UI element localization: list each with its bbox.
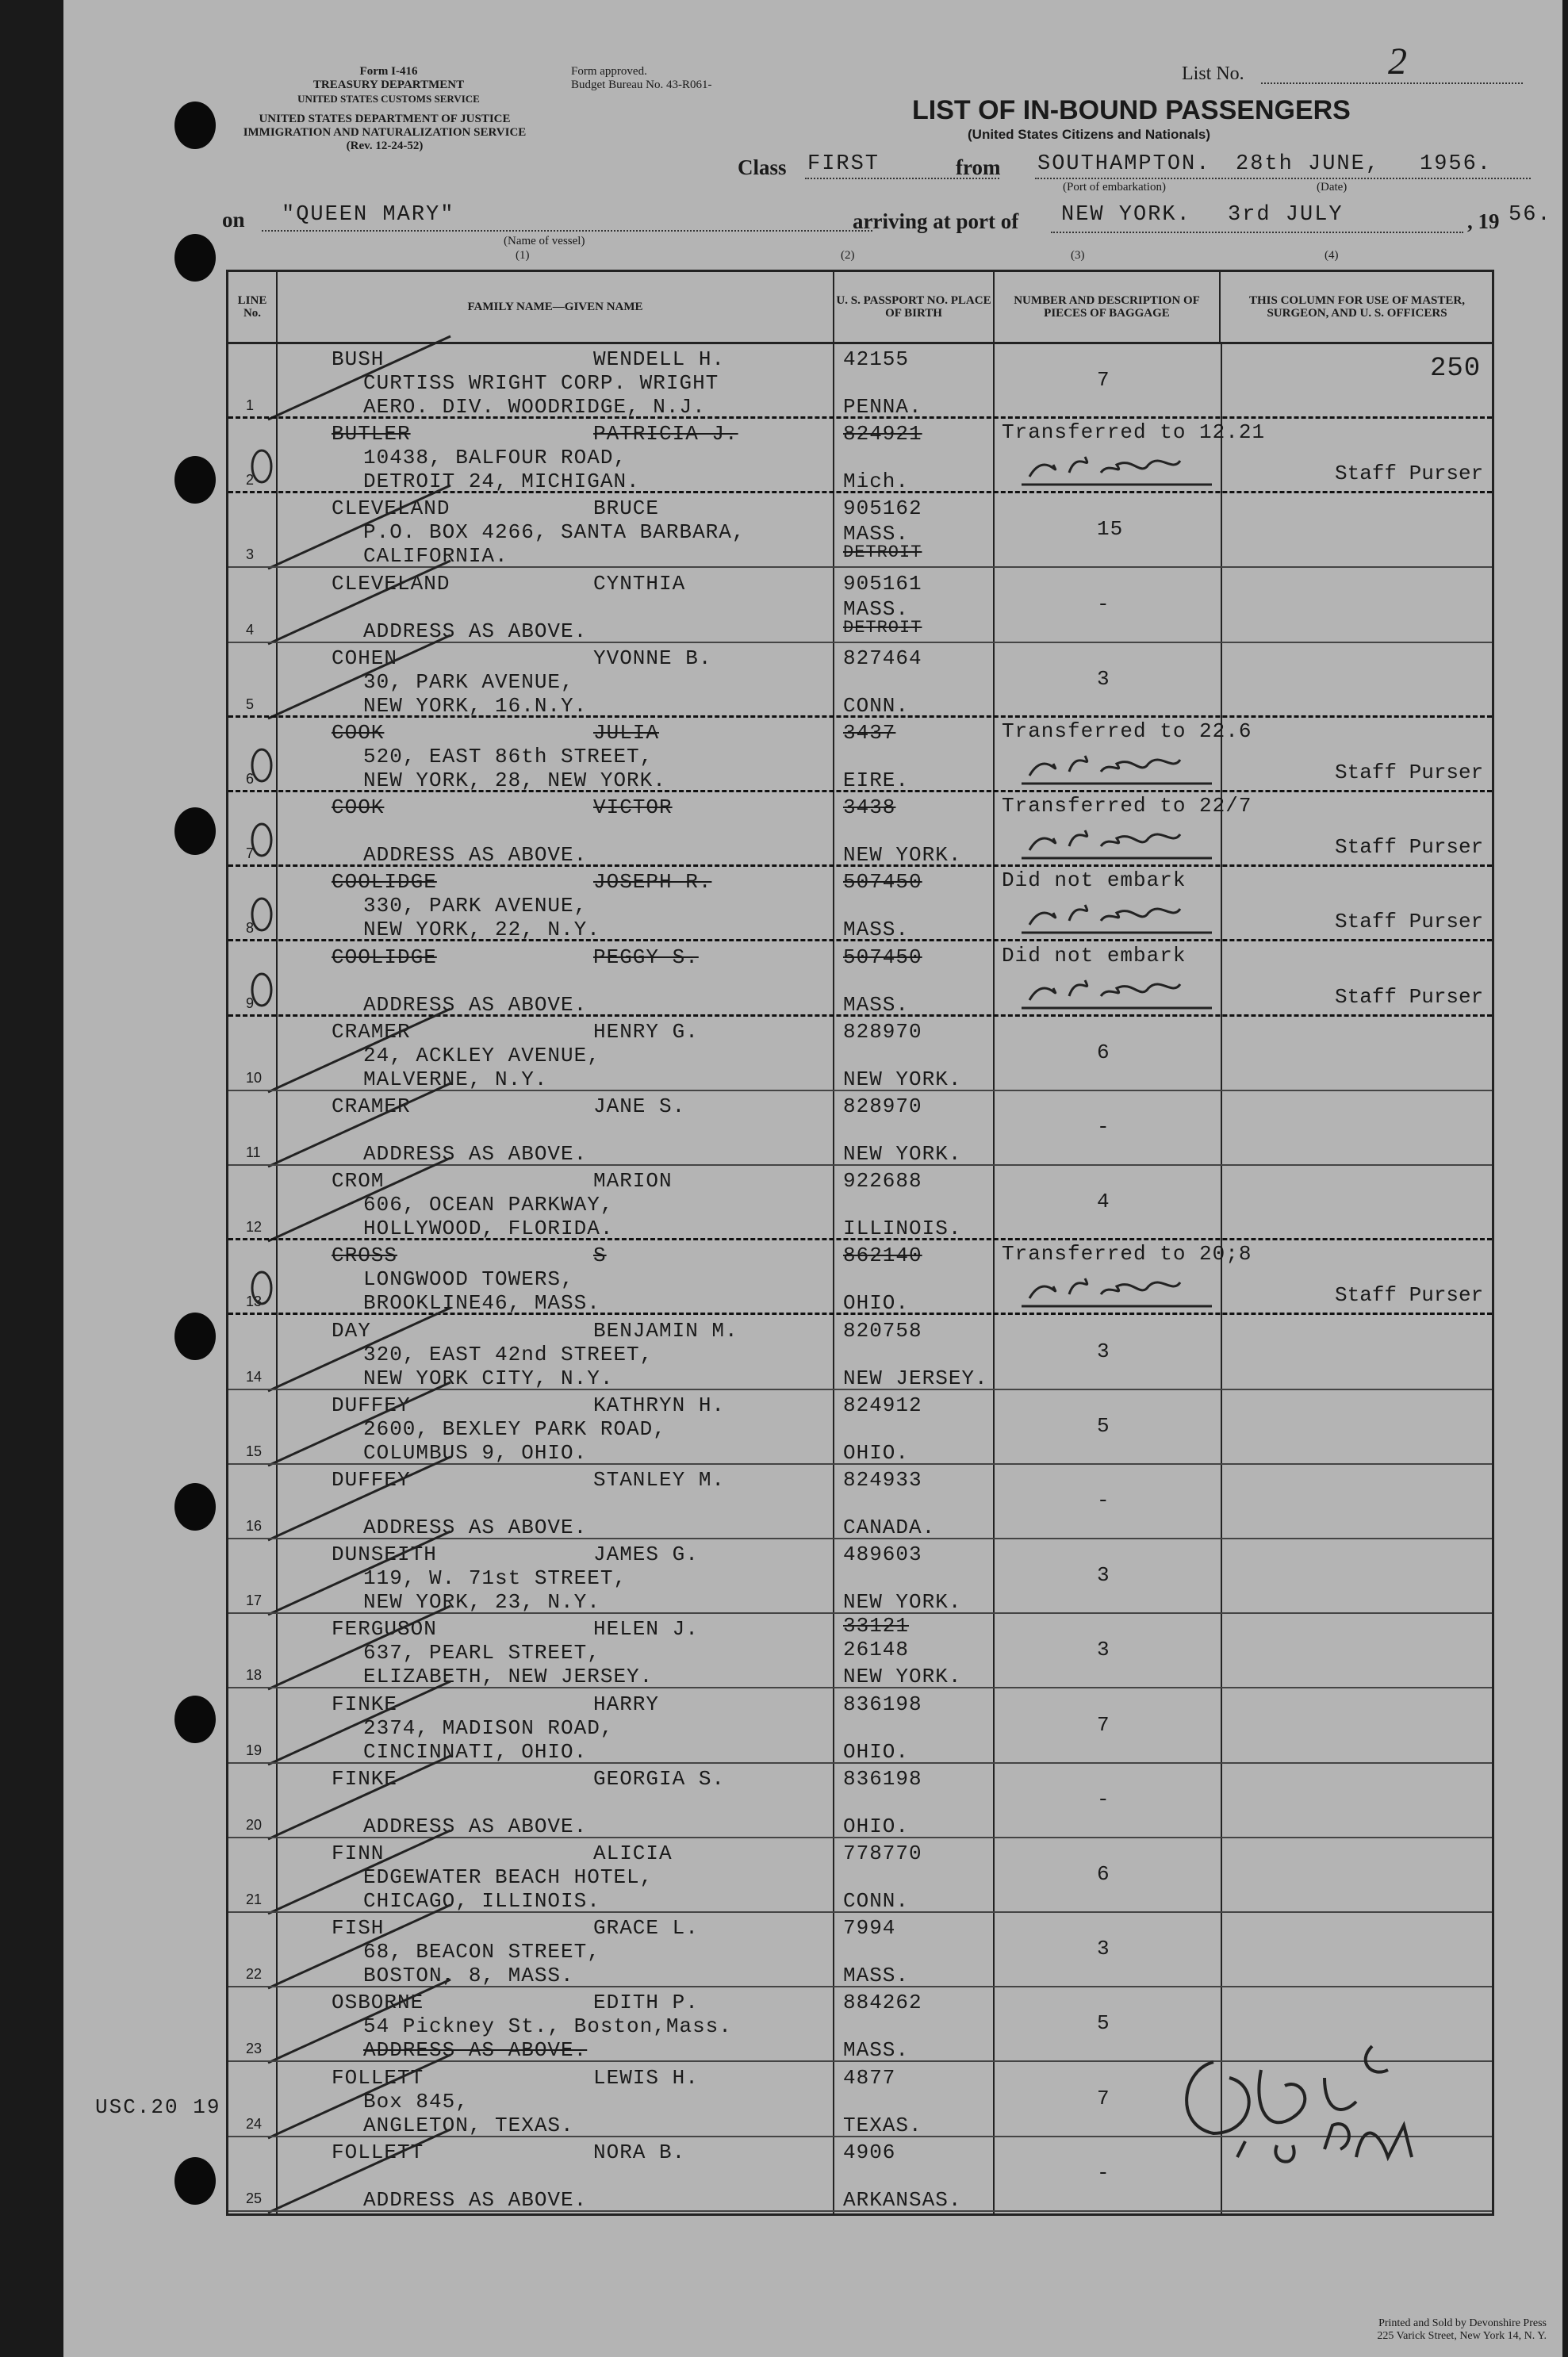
given-name: EDITH P. <box>593 1991 699 2015</box>
line-number: 1 <box>246 397 255 413</box>
address-line-2: ADDRESS AS ABOVE. <box>363 619 588 643</box>
date-caption: (Date) <box>1317 181 1348 194</box>
place-of-birth: MASS. <box>843 522 910 546</box>
embarkation-date: 28th JUNE, <box>1236 152 1381 176</box>
address-line-2: BROOKLINE46, MASS. <box>363 1291 600 1316</box>
passport-number: 836198 <box>843 1766 922 1791</box>
place-of-birth: NEW YORK. <box>843 1067 962 1091</box>
binder-hole <box>174 1696 216 1743</box>
passport-number: 820758 <box>843 1318 922 1343</box>
family-name: FINKE <box>332 1766 398 1791</box>
purser-signature <box>1022 964 1212 1012</box>
family-name: FOLLETT <box>332 2140 424 2164</box>
row-rule <box>228 2210 1492 2212</box>
address-line-1: 10438, BALFOUR ROAD, <box>363 446 627 470</box>
passport-number: 489603 <box>843 1543 922 1567</box>
address-line-2: CHICAGO, ILLINOIS. <box>363 1889 600 1913</box>
passport-number: 836198 <box>843 1692 922 1716</box>
given-name: CYNTHIA <box>593 571 686 596</box>
ins-label: IMMIGRATION AND NATURALIZATION SERVICE <box>243 126 527 139</box>
line-number: 4 <box>246 621 255 638</box>
family-name: BUSH <box>332 347 385 371</box>
line-number: 12 <box>246 1219 263 1236</box>
check-mark <box>244 2121 482 2217</box>
passport-number: 905162 <box>843 496 922 521</box>
form-agency-block <box>293 65 484 105</box>
address-line-1: 119, W. 71st STREET, <box>363 1566 627 1591</box>
place-of-birth: OHIO. <box>843 1440 910 1465</box>
passport-number: 884262 <box>843 1991 922 2015</box>
passport-number: 827464 <box>843 646 922 670</box>
address-line-2: ADDRESS AS ABOVE. <box>363 992 588 1017</box>
family-name: FOLLETT <box>332 2065 424 2090</box>
given-name: HELEN J. <box>593 1617 699 1642</box>
address-line-2: COLUMBUS 9, OHIO. <box>363 1440 588 1465</box>
given-name: WENDELL H. <box>593 347 726 371</box>
line-number: 13 <box>246 1293 263 1310</box>
family-name: CRAMER <box>332 1019 411 1044</box>
address-line-1: 54 Pickney St., Boston,Mass. <box>363 2014 732 2039</box>
family-name: CROSS <box>332 1244 398 1268</box>
transfer-note: Did not embark <box>1002 868 1187 893</box>
line-number: 11 <box>246 1144 261 1160</box>
baggage-count: 7 <box>1097 2086 1110 2110</box>
transfer-note: Transferred to 22/7 <box>1002 794 1252 818</box>
baggage-count: 3 <box>1097 1937 1110 1961</box>
address-line-2: CINCINNATI, OHIO. <box>363 1739 588 1764</box>
line-number: 24 <box>246 2115 263 2132</box>
place-of-birth: NEW YORK. <box>843 1665 962 1689</box>
arrival-year: 56. <box>1509 203 1552 227</box>
arrival-underline <box>1051 232 1463 233</box>
passport-struck: 33121 <box>843 1614 910 1638</box>
address-line-2: CALIFORNIA. <box>363 544 508 569</box>
on-label: on <box>222 208 245 232</box>
given-name: ALICIA <box>593 1842 673 1865</box>
place-of-birth: ARKANSAS. <box>843 2187 962 2212</box>
col-officers-header: THIS COLUMN FOR USE OF MASTER, SURGEON, AND U. S. OFFICERS <box>1249 294 1465 320</box>
baggage-count: 3 <box>1097 1339 1110 1363</box>
baggage-count: 5 <box>1097 2011 1110 2036</box>
passport-number: 7994 <box>843 1916 896 1941</box>
family-name: DAY <box>332 1318 371 1343</box>
family-name: COOK <box>332 795 385 820</box>
place-of-birth: MASS. <box>843 918 910 942</box>
embarkation-year: 1956. <box>1420 152 1493 176</box>
col-passport-header: U. S. PASSPORT NO. PLACE OF BIRTH <box>834 272 995 342</box>
place-of-birth: OHIO. <box>843 1739 910 1764</box>
revision-label: (Rev. 12-24-52) <box>346 140 424 152</box>
given-name: JULIA <box>593 721 660 745</box>
treasury-label: TREASURY DEPARTMENT <box>312 79 465 91</box>
vessel-caption: (Name of vessel) <box>504 235 585 247</box>
given-name: HENRY G. <box>593 1019 699 1044</box>
line-number: 5 <box>246 696 255 712</box>
margin-note: USC.20 19 <box>95 2095 221 2119</box>
list-number: 2 <box>1388 40 1407 82</box>
address-line-2: ADDRESS AS ABOVE. <box>363 2038 588 2063</box>
staff-purser-label: Staff Purser <box>1335 984 1484 1009</box>
printer-line-2: 225 Varick Street, New York 14, N. Y. <box>1377 2330 1547 2342</box>
address-line-1: 2374, MADISON ROAD, <box>363 1715 614 1740</box>
line-number: 14 <box>246 1368 263 1385</box>
transfer-note: Transferred to 22.6 <box>1002 719 1252 743</box>
family-name: CROM <box>332 1169 385 1194</box>
official-signature <box>1166 2014 1483 2173</box>
given-name: HARRY <box>593 1692 660 1716</box>
address-line-2: MALVERNE, N.Y. <box>363 1067 548 1091</box>
arriving-label: arriving at port of <box>853 209 1019 233</box>
binder-hole <box>174 102 216 149</box>
line-number: 10 <box>246 1069 263 1086</box>
family-name: FINKE <box>332 1692 398 1716</box>
given-name: MARION <box>593 1169 673 1194</box>
from-underline <box>1035 178 1531 179</box>
address-line-1: 320, EAST 42nd STREET, <box>363 1342 654 1366</box>
justice-label: UNITED STATES DEPARTMENT OF JUSTICE <box>259 113 511 125</box>
year-prefix: , 19 <box>1467 209 1500 233</box>
baggage-count: 15 <box>1097 517 1124 542</box>
address-line-2: ADDRESS AS ABOVE. <box>363 1814 588 1838</box>
given-name: JOSEPH R. <box>593 870 712 895</box>
given-name: BENJAMIN M. <box>593 1318 738 1343</box>
purser-signature <box>1022 1263 1212 1310</box>
place-of-birth: NEW YORK. <box>843 1142 962 1166</box>
family-name: FERGUSON <box>332 1617 437 1642</box>
address-line-2: ADDRESS AS ABOVE. <box>363 1516 588 1539</box>
place-of-birth: OHIO. <box>843 1291 910 1316</box>
address-line-2: BOSTON, 8, MASS. <box>363 1964 574 1988</box>
given-name: KATHRYN H. <box>593 1393 726 1417</box>
class-label: Class <box>738 155 787 179</box>
place-of-birth: NEW YORK. <box>843 843 962 868</box>
justice-block <box>218 113 551 153</box>
address-line-2: HOLLYWOOD, FLORIDA. <box>363 1217 614 1241</box>
baggage-count: 4 <box>1097 1190 1110 1214</box>
family-name: COOK <box>332 721 385 745</box>
family-name: DUFFEY <box>332 1468 411 1492</box>
line-number: 15 <box>246 1443 263 1459</box>
address-line-1: P.O. BOX 4266, SANTA BARBARA, <box>363 520 746 545</box>
staff-purser-label: Staff Purser <box>1335 761 1484 784</box>
given-name: STANLEY M. <box>593 1468 726 1492</box>
place-of-birth: ILLINOIS. <box>843 1217 962 1241</box>
address-line-1: 330, PARK AVENUE, <box>363 894 588 918</box>
line-number: 23 <box>246 2041 263 2057</box>
customs-label: UNITED STATES CUSTOMS SERVICE <box>297 93 480 105</box>
family-name: CLEVELAND <box>332 496 450 521</box>
passport-number: 507450 <box>843 945 922 969</box>
baggage-count: - <box>1097 1489 1110 1512</box>
binder-hole <box>174 456 216 504</box>
place-of-birth: CANADA. <box>843 1516 936 1539</box>
place-of-birth: MASS. <box>843 2038 910 2063</box>
binder-hole <box>174 234 216 282</box>
purser-signature <box>1022 889 1212 937</box>
given-name: YVONNE B. <box>593 646 712 670</box>
passport-number: 828970 <box>843 1019 922 1044</box>
line-number: 6 <box>246 771 255 787</box>
baggage-count: 5 <box>1097 1413 1110 1438</box>
line-number: 18 <box>246 1667 263 1684</box>
place-of-birth: MASS. <box>843 992 910 1017</box>
given-name: GRACE L. <box>593 1916 699 1941</box>
line-number: 19 <box>246 1742 263 1758</box>
line-number: 25 <box>246 2190 263 2206</box>
place-of-birth: MASS. <box>843 596 910 621</box>
address-line-2: ADDRESS AS ABOVE. <box>363 1142 588 1166</box>
approval-block <box>571 65 809 92</box>
form-number: Form I-416 <box>359 65 418 78</box>
family-name: CRAMER <box>332 1094 411 1118</box>
family-name: COOLIDGE <box>332 945 437 969</box>
baggage-count: 7 <box>1097 368 1110 392</box>
transfer-note: Transferred to 20;8 <box>1002 1242 1252 1267</box>
page-subtitle: (United States Citizens and Nationals) <box>968 127 1211 142</box>
family-name: CLEVELAND <box>332 571 450 596</box>
col-name-header: FAMILY NAME—GIVEN NAME <box>278 272 834 342</box>
address-line-1: 606, OCEAN PARKWAY, <box>363 1193 614 1217</box>
address-line-1: LONGWOOD TOWERS, <box>363 1267 574 1292</box>
vessel-underline <box>262 230 872 232</box>
address-line-2: NEW YORK CITY, N.Y. <box>363 1366 614 1390</box>
class-value: FIRST <box>807 152 880 176</box>
staff-purser-label: Staff Purser <box>1335 1283 1484 1308</box>
passport-number: 42155 <box>843 347 910 371</box>
manifest-page <box>63 0 1562 2357</box>
binder-hole <box>174 2157 216 2205</box>
line-number: 7 <box>246 845 255 862</box>
transfer-note: Did not embark <box>1002 943 1187 968</box>
place-of-birth: EIRE. <box>843 768 910 792</box>
passport-number: 3438 <box>843 795 896 820</box>
place-of-birth: NEW YORK. <box>843 1590 962 1615</box>
staff-purser-label: Staff Purser <box>1335 835 1484 860</box>
place-of-birth: CONN. <box>843 1889 910 1913</box>
printer-imprint <box>1118 2317 1547 2343</box>
baggage-count: - <box>1097 1115 1110 1139</box>
purser-signature <box>1022 814 1212 862</box>
line-number: 22 <box>246 1966 263 1983</box>
given-name: GEORGIA S. <box>593 1766 726 1791</box>
place-of-birth: Mich. <box>843 469 910 494</box>
line-number: 9 <box>246 995 255 1011</box>
given-name: LEWIS H. <box>593 2065 699 2090</box>
address-line-2: DETROIT 24, MICHIGAN. <box>363 469 640 494</box>
address-line-2: ELIZABETH, NEW JERSEY. <box>363 1665 654 1689</box>
address-line-2: ADDRESS AS ABOVE. <box>363 843 588 868</box>
line-number: 17 <box>246 1592 263 1609</box>
list-no-label: List No. <box>1182 63 1244 84</box>
col2-caption: (2) <box>841 249 855 262</box>
birthplace-struck: DETROIT <box>843 617 922 638</box>
address-line-1: 520, EAST 86th STREET, <box>363 745 654 768</box>
baggage-count: 3 <box>1097 1638 1110 1662</box>
baggage-count: - <box>1097 592 1110 616</box>
given-name: NORA B. <box>593 2140 686 2164</box>
address-line-2: NEW YORK, 22, N.Y. <box>363 918 600 942</box>
col-line-no-header: LINE No. <box>228 272 278 342</box>
baggage-count: - <box>1097 2160 1110 2185</box>
baggage-count: 6 <box>1097 1862 1110 1886</box>
family-name: OSBORNE <box>332 1991 424 2015</box>
passport-number: 4906 <box>843 2140 896 2164</box>
line-number: 20 <box>246 1816 263 1833</box>
line-number: 21 <box>246 1891 263 1907</box>
family-name: BUTLER <box>332 422 411 446</box>
family-name: FISH <box>332 1916 385 1941</box>
baggage-count: 3 <box>1097 1563 1110 1588</box>
family-name: DUFFEY <box>332 1393 411 1417</box>
place-of-birth: NEW JERSEY. <box>843 1366 988 1390</box>
address-line-1: EDGEWATER BEACH HOTEL, <box>363 1865 654 1889</box>
passport-number: 824921 <box>843 422 922 446</box>
line-number: 8 <box>246 920 255 937</box>
passport-number: 862140 <box>843 1244 922 1268</box>
line-number: 2 <box>246 472 255 489</box>
baggage-count: - <box>1097 1787 1110 1811</box>
port-caption: (Port of embarkation) <box>1063 181 1166 194</box>
passport-number: 507450 <box>843 870 922 895</box>
address-line-1: 24, ACKLEY AVENUE, <box>363 1043 600 1067</box>
family-name: FINN <box>332 1842 385 1865</box>
passport-number: 824933 <box>843 1468 922 1492</box>
staff-purser-label: Staff Purser <box>1335 462 1484 486</box>
place-of-birth: PENNA. <box>843 395 922 419</box>
budget-bureau-label: Budget Bureau No. 43-R061- <box>571 79 712 91</box>
port-of-embarkation: SOUTHAMPTON. <box>1037 152 1211 176</box>
family-name: COOLIDGE <box>332 870 437 895</box>
place-of-birth: CONN. <box>843 693 910 718</box>
baggage-count: 7 <box>1097 1712 1110 1737</box>
passport-number: 4877 <box>843 2065 896 2090</box>
address-line-1: 637, PEARL STREET, <box>363 1641 600 1665</box>
port-of-arrival: NEW YORK. <box>1061 203 1191 227</box>
page-title: LIST OF IN-BOUND PASSENGERS <box>912 95 1351 125</box>
passport-number: 3437 <box>843 721 896 745</box>
address-line-1: 30, PARK AVENUE, <box>363 669 574 694</box>
staff-purser-label: Staff Purser <box>1335 910 1484 934</box>
purser-signature <box>1022 740 1212 788</box>
address-line-2: NEW YORK, 28, NEW YORK. <box>363 768 666 792</box>
line-number: 3 <box>246 546 255 563</box>
baggage-count: 3 <box>1097 666 1110 691</box>
col1-caption: (1) <box>516 249 530 262</box>
transfer-note: Transferred to 12.21 <box>1002 420 1266 445</box>
passport-number: 26148 <box>843 1638 910 1662</box>
printer-line-1: Printed and Sold by Devonshire Press <box>1378 2317 1547 2329</box>
purser-signature <box>1022 441 1212 489</box>
address-line-1: CURTISS WRIGHT CORP. WRIGHT <box>363 371 719 395</box>
place-of-birth: OHIO. <box>843 1814 910 1838</box>
given-name: PATRICIA J. <box>593 422 738 446</box>
passport-number: 824912 <box>843 1393 922 1417</box>
passport-number: 778770 <box>843 1842 922 1865</box>
address-line-2: ANGLETON, TEXAS. <box>363 2113 574 2137</box>
address-line-2: ADDRESS AS ABOVE. <box>363 2187 588 2212</box>
given-name: S <box>593 1244 607 1268</box>
vessel-name: "QUEEN MARY" <box>282 203 455 227</box>
address-line-1: 68, BEACON STREET, <box>363 1940 600 1964</box>
address-line-1: Box 845, <box>363 2089 469 2114</box>
given-name: JAMES G. <box>593 1543 699 1567</box>
baggage-count: 6 <box>1097 1040 1110 1064</box>
officer-note: 250 <box>1430 354 1482 384</box>
given-name: JANE S. <box>593 1094 686 1118</box>
family-name: DUNSEITH <box>332 1543 437 1567</box>
col-baggage-header: NUMBER AND DESCRIPTION OF PIECES OF BAGGAGE <box>995 272 1221 342</box>
address-line-2: AERO. DIV. WOODRIDGE, N.J. <box>363 395 706 419</box>
passenger-table <box>226 270 1494 2216</box>
birthplace-struck: DETROIT <box>843 542 922 563</box>
given-name: PEGGY S. <box>593 945 699 969</box>
arrival-date: 3rd JULY <box>1228 203 1344 227</box>
place-of-birth: TEXAS. <box>843 2113 922 2137</box>
col3-caption: (3) <box>1071 249 1085 262</box>
passport-number: 828970 <box>843 1094 922 1118</box>
address-line-2: NEW YORK, 16.N.Y. <box>363 693 588 718</box>
address-line-1: 2600, BEXLEY PARK ROAD, <box>363 1416 666 1441</box>
binder-hole <box>174 1483 216 1531</box>
given-name: VICTOR <box>593 795 673 820</box>
passport-number: 922688 <box>843 1169 922 1194</box>
binder-hole <box>174 1313 216 1360</box>
binder-hole <box>174 807 216 855</box>
line-number: 16 <box>246 1518 263 1534</box>
passport-number: 905161 <box>843 571 922 596</box>
given-name: BRUCE <box>593 496 660 521</box>
family-name: COHEN <box>332 646 398 670</box>
address-line-2: NEW YORK, 23, N.Y. <box>363 1590 600 1615</box>
from-label: from <box>956 155 1001 179</box>
col4-caption: (4) <box>1325 249 1339 262</box>
place-of-birth: MASS. <box>843 1964 910 1988</box>
approval-label: Form approved. <box>571 65 647 78</box>
